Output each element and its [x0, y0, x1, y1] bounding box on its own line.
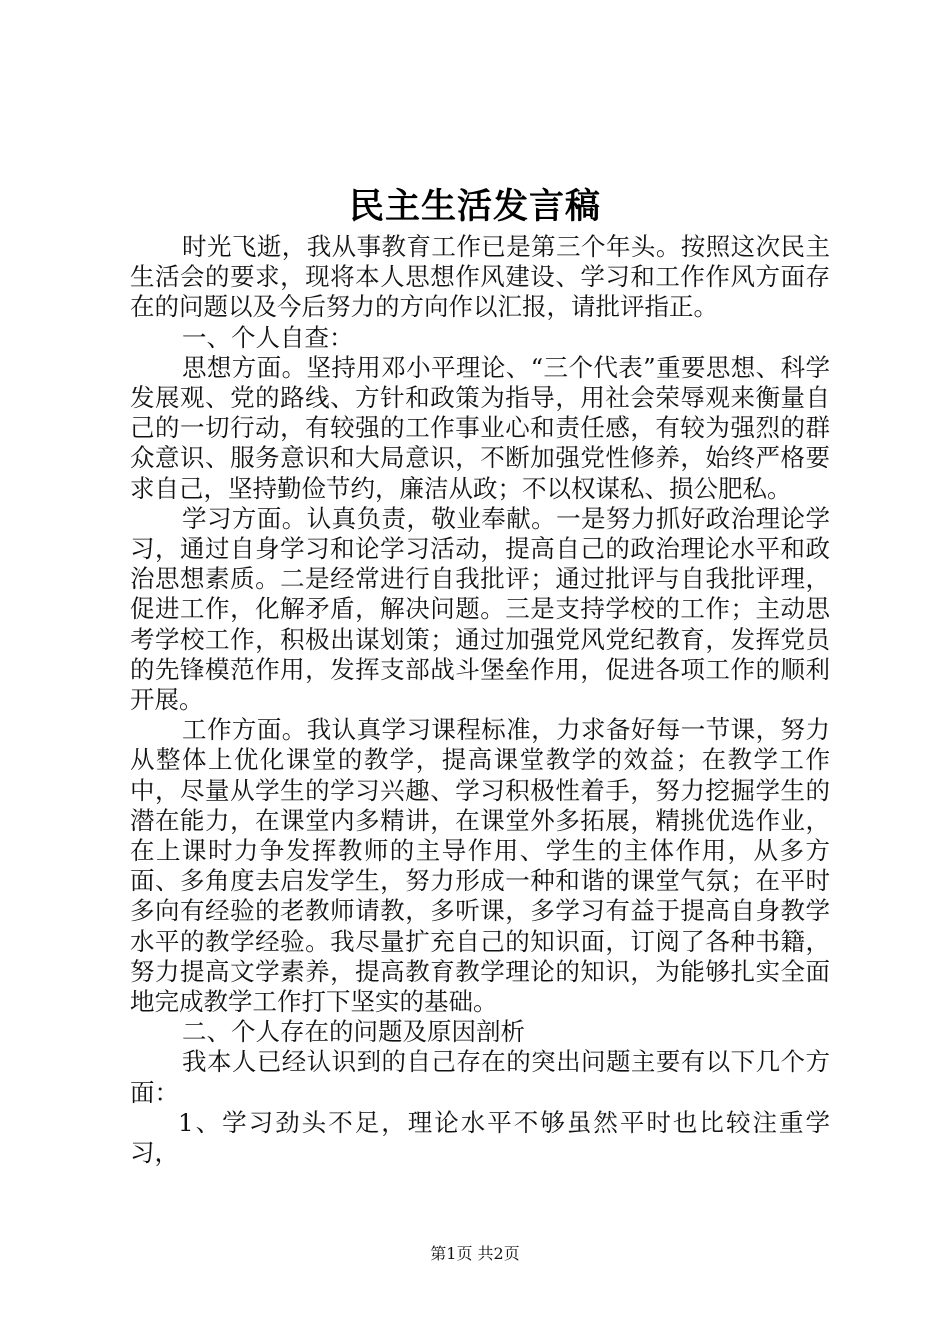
- study-paragraph: 学习方面。认真负责，敬业奉献。一是努力抓好政治理论学习，通过自身学习和论学习活动，提高自己的政治理论水平和政治思想素质。二是经常进行自我批评；通过批评与自我批评理，促进工作，化解矛盾，解决问题。三是支持学校的工作；主动思考学校工作，积极出谋划策；通过加强党风党纪教育，发挥党员的先锋模范作用，发挥支部战斗堡垒作用，促进各项工作的顺利开展。: [130, 503, 830, 715]
- work-paragraph: 工作方面。我认真学习课程标准，力求备好每一节课，努力从整体上优化课堂的教学，提高课堂教学的效益；在教学工作中，尽量从学生的学习兴趣、学习积极性着手，努力挖掘学生的潜在能力，在课堂内多精讲，在课堂外多拓展，精挑优选作业，在上课时力争发挥教师的主导作用、学生的主体作用，从多方面、多角度去启发学生，努力形成一种和谐的课堂气氛；在平时多向有经验的老教师请教，多听课，多学习有益于提高自身教学水平的教学经验。我尽量扩充自己的知识面，订阅了各种书籍，努力提高文学素养，提高教育教学理论的知识，为能够扎实全面地完成教学工作打下坚实的基础。: [130, 715, 830, 1017]
- intro-paragraph: 时光飞逝，我从事教育工作已是第三个年头。按照这次民主生活会的要求，现将本人思想作风建设、学习和工作作风方面存在的问题以及今后努力的方向作以汇报，请批评指正。: [130, 232, 830, 322]
- problems-intro-paragraph: 我本人已经认识到的自己存在的突出问题主要有以下几个方面：: [130, 1047, 830, 1107]
- page-footer: 第1页 共2页: [430, 1244, 520, 1263]
- document-body: [130, 232, 830, 1168]
- section-heading-problems: 二、个人存在的问题及原因剖析: [182, 1017, 525, 1047]
- document-title: 民主生活发言稿: [348, 186, 601, 227]
- section-heading-self-check: 一、个人自查：: [182, 322, 354, 352]
- problem-item-1: 1、学习劲头不足，理论水平不够虽然平时也比较注重学习，: [130, 1107, 830, 1168]
- thought-paragraph: 思想方面。坚持用邓小平理论、“三个代表”重要思想、科学发展观、党的路线、方针和政策为指导，用社会荣辱观来衡量自己的一切行动，有较强的工作事业心和责任感，有较为强烈的群众意识、服务意识和大局意识，不断加强党性修养，始终严格要求自己，坚持勤俭节约，廉洁从政；不以权谋私、损公肥私。: [130, 352, 830, 503]
